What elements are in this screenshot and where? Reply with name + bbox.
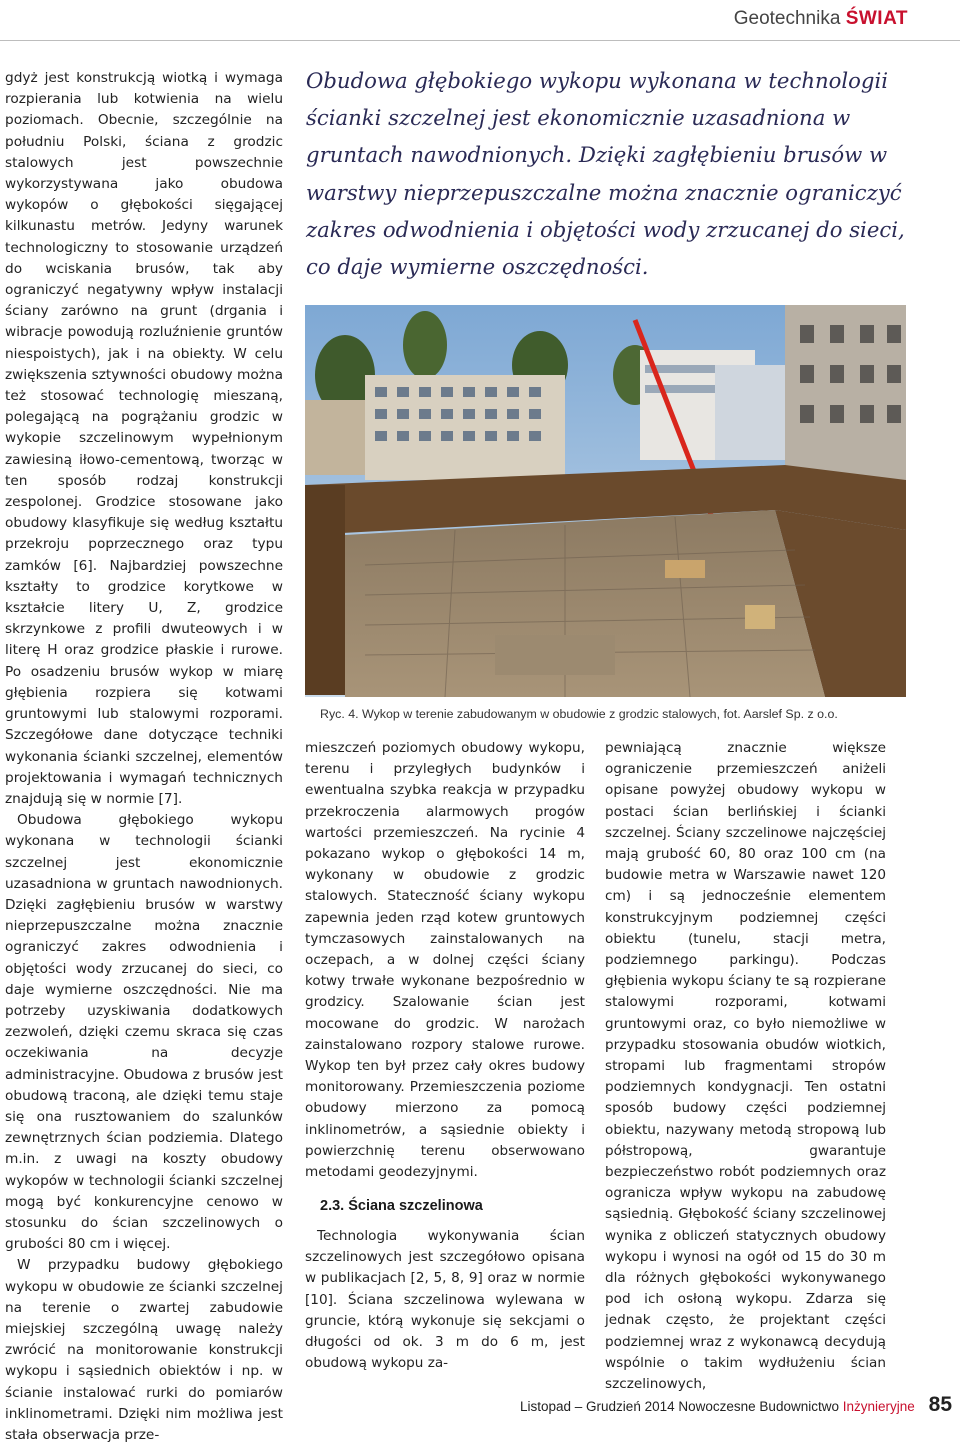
col1-paragraph-1: gdyż jest konstrukcją wiotką i wymaga rozpierania lub kotwienia na wielu poziomach. Obecnie, szczególnie na południu Polski, ściana z grodzic stalowych jest powszechnie wykorzystywana jako obudowa wykopów o głębokości sięgającej kilkunastu metrów. Jedyny warunek technologiczny to stosowanie urządzeń do wciskania brusów, tak aby ograniczyć negatywny wpływ instalacji ściany zarówno na grunt (drgania i wibracje powodują rozluźnienie gruntów niespoistych), jak i na obiekty. W celu zwiększenia sztywności obudowy można też stosować technologię mieszaną, polegającą na pogrążaniu grodzic w wykopie szczelinowym wypełnionym zawiesiną iłowo-cementową, tworząc w ten sposób rodzaj konstrukcji zespolonej. Grodzice stosowane jako obudowy klasyfikuje się według kształtu przekroju poprzecznego oraz typu zamków [6]. Najbardziej powszechne kształty to grodzice korytkowe w kształcie litery U, Z, grodzice skrzynkowe z profili dwuteowych i w literę H oraz grodzice płaskie i rurowe. Po osadzeniu brusów wykop w miarę głębienia rozpiera się kotwami gruntowymi lub stalowymi rozporami. Szczegółowe dane dotyczące techniki wykonania ścianki szczelnej, elementów projektowania i wymagań technicznych znajdują się w normie [7]. [5, 70, 283, 807]
page-number: 85 [928, 1393, 952, 1416]
col1-paragraph-2: Obudowa głębokiego wykopu wykonana w technologii ścianki szczelnej jest ekonomicznie uzasadniona w gruntach nawodnionych. Dzięki zagłębieniu brusów w warstwy nieprzepuszczalne można znacznie ograniczyć zakres odwodnienia i objętości wody zrzucanej do sieci, co daje wymierne oszczędności. Nie ma potrzeby uzyskiwania dodatkowych zezwoleń, dzięki czemu skraca się czas oczekiwania na decyzje administracyjne. Obudowa z brusów jest obudową traconą, ale dzięki temu staje się ona rusztowaniem do szalunków zewnętrznych ścian podziemia. Dlatego m.in. z uwagi na koszty obudowy wykopów w technologii ścianki szczelnej mogą być konkurencyjne cenowo w stosunku do ścian szczelinowych o grubości 80 cm i więcej. [5, 812, 283, 1253]
pull-quote: Obudowa głębokiego wykopu wykonana w technologii ścianki szczelnej jest ekonomicznie uzasadniona w gruntach nawodnionych. Dzięki zagłębieniu brusów w warstwy nieprzepuszczalne można znacznie ograniczyć zakres odwodnienia i objętości wody zrzucanej do sieci, co daje wymierne oszczędności. [306, 68, 905, 280]
column-middle-continued [305, 1226, 585, 1374]
figure-caption: Ryc. 4. Wykop w terenie zabudowanym w obudowie z grodzic stalowych, fot. Aarslef Sp. z o.o. [320, 707, 838, 721]
footer-magazine-accent: Inżynieryjne [842, 1399, 915, 1414]
excavation-photo [305, 305, 906, 697]
col2-paragraph-2: Technologia wykonywania ścian szczelinowych jest szczegółowo opisana w publikacjach [2, 5, 8, 9] oraz w normie [10]. Ściana szczelinowa wylewana w gruncie, którą wykonuje się sekcjami o długości od ok. 3 m do 6 m, jest obudową wykopu za- [305, 1228, 585, 1372]
section-heading: 2.3. Ściana szczelinowa [320, 1198, 483, 1214]
col2-paragraph-1: mieszczeń poziomych obudowy wykopu, terenu i przyległych budynków i ewentualna szybka reakcja w przypadku przekroczenia alarmowych progów wartości przemieszczeń. Na rycinie 4 pokazano wykop o głębokości 14 m, wykonany w obudowie z grodzic stalowych. Stateczność ściany wykopu zapewnia jeden rząd kotew gruntowych tymczasowych zainstalowanych na oczepach, a w dolnej części ściany kotwy trwałe wykonane bezpośrednio w grodzicy. Szalowanie ścian jest mocowane do grodzic. W narożach zainstalowano rozpory stalowe rurowe. Wykop ten był przez cały okres budowy monitorowany. Przemieszczenia poziome obudowy mierzono za pomocą inklinometrów, a sąsiednie obiekty i powierzchnię terenu obserwowano metodami geodezyjnymi. [305, 740, 585, 1181]
header-accent: ŚWIAT [845, 8, 908, 29]
col3-paragraph-1: pewniającą znacznie większe ograniczenie przemieszczeń aniżeli opisane powyżej obudowy wykopu w postaci ścian berlińskiej i ścianki szczelnej. Ściany szczelinowe najczęściej mają grubość 60, 80 oraz 100 cm (na budowie metra w Warszawie nawet 120 cm) i są jednocześnie elementem konstrukcyjnym podziemnej części obiektu (tunelu, stacji metra, podziemnego parkingu). Podczas głębienia wykopu ściany te są rozpierane stalowymi rozporami, kotwami gruntowymi oraz, co było niemożliwe w przypadku stosowania obudów wiotkich, stropami lub fragmentami stropów podziemnych kondygnacji. Ten ostatni sposób budowy części podziemnej obiektu, nazywany metodą stropową lub półstropową, gwarantuje bezpieczeństwo robót podziemnych oraz ogranicza wpływ wykopu na zabudowę sąsiednią. Głębokość ściany szczelinowej wynika z obliczeń statycznych obudowy wykopu i wynosi na ogół od 15 do 30 m dla różnych głębokości wykonywanego pod ich osłoną wykopu. Zdarza się jednak często, że projektant części podziemnej wraz z wykonawcą decydują wspólnie o takim wydłużeniu ścian szczelinowych, [605, 740, 886, 1393]
running-header [734, 8, 908, 30]
column-middle [305, 738, 585, 1183]
header-rule [0, 40, 960, 41]
footer-issue: Listopad – Grudzień 2014 [520, 1399, 675, 1414]
column-right [605, 738, 886, 1395]
footer [520, 1399, 915, 1414]
column-left [5, 68, 283, 1446]
header-section: Geotechnika [733, 8, 841, 29]
col1-paragraph-3: W przypadku budowy głębokiego wykopu w obudowie ze ścianki szczelnej na terenie o zwartej zabudowie miejskiej szczególną uwagę należy zwrócić na monitorowanie konstrukcji wykopu i sąsiednich obiektów i np. w ścianie instalować rurki do pomiarów inklinometrami. Dzięki nim możliwa jest stała obserwacja prze- [5, 1257, 283, 1443]
footer-magazine: Nowoczesne Budownictwo [678, 1399, 839, 1414]
